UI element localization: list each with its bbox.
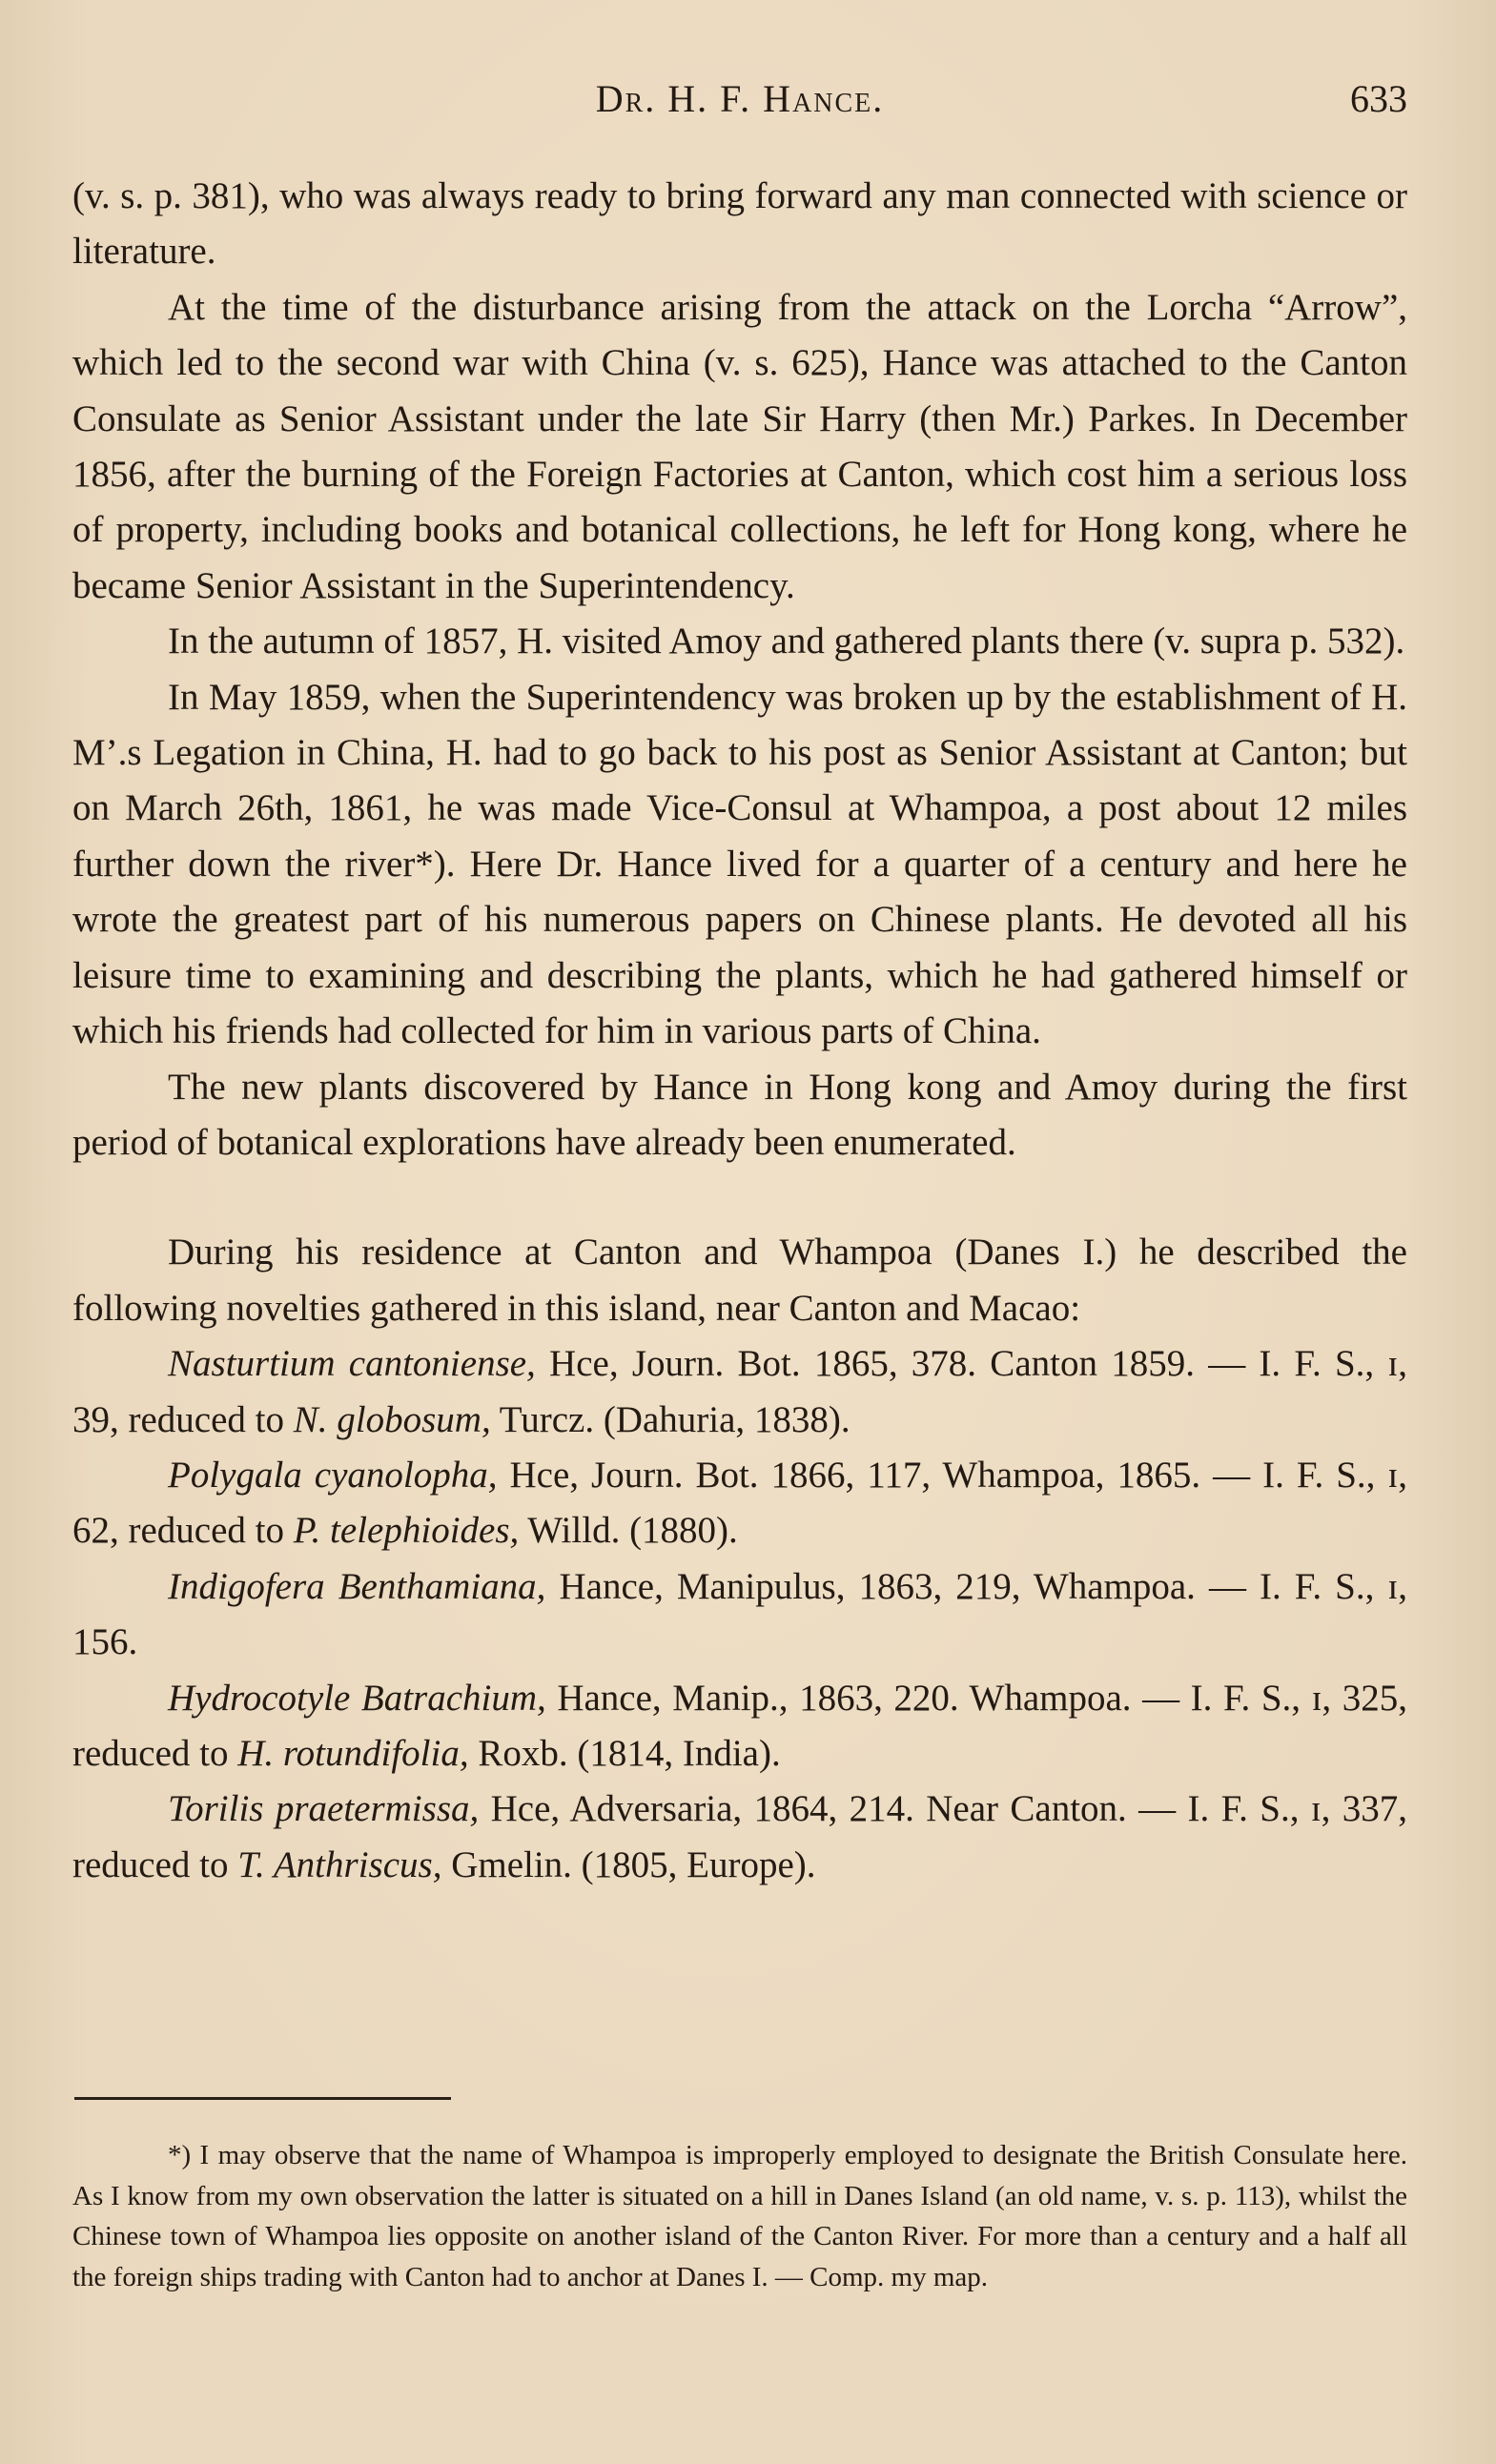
species-name: Torilis praetermissa,	[168, 1788, 480, 1830]
species-name: Hydrocotyle Batrachium,	[168, 1677, 546, 1719]
species-authority: Gmelin. (1805, Europe).	[441, 1843, 816, 1885]
species-citation: Hance, Manipulus, 1863, 219, Whampoa. — I. F. S., ɪ, 156.	[72, 1565, 1407, 1663]
paragraph-new-plants: The new plants discovered by Hance in Hong kong and Amoy during the first period of botanical explorations have already been enumerated.	[72, 1066, 1407, 1163]
species-name: Indigofera Benthamiana,	[168, 1565, 546, 1607]
species-authority: Turcz. (Dahuria, 1838).	[490, 1398, 850, 1440]
species-entry	[72, 1336, 1407, 1448]
species-name: Polygala cyanolopha,	[168, 1454, 498, 1496]
species-entry	[72, 1448, 1407, 1559]
species-citation: Hance, Manip., 1863, 220. Whampoa. — I. F. S., ɪ, 325, reduced to	[72, 1677, 1407, 1774]
main-text	[72, 169, 1407, 1893]
species-entry	[72, 1671, 1407, 1782]
page-header	[72, 76, 1407, 133]
footnote-rule	[74, 2097, 451, 2100]
paragraph-whampoa-vice-consul: In May 1859, when the Superintendency was broken up by the establishment of H. M’.s Legation in China, H. had to go back to his post as Senior Assistant at Canton; but on March 26th, 1861, he was made Vice-Consul at Whampoa, a post about 12 miles further down the river*). Here Dr. Hance lived for a quarter of a century and here he wrote the greatest part of his numerous papers on Chinese plants. He devoted all his leisure time to examining and describing the plants, which he had gathered himself or which his friends had collected for him in various parts of China.	[72, 676, 1407, 1052]
species-name: Nasturtium cantoniense,	[168, 1343, 536, 1385]
reduced-species-name: N. globosum,	[293, 1398, 491, 1440]
paragraph-residence-novelties: During his residence at Canton and Whampoa (Danes I.) he described the following novelties gathered in this island, near Canton and Macao:	[72, 1232, 1407, 1329]
paragraph-amoy-visit: In the autumn of 1857, H. visited Amoy and gathered plants there (v. supra p. 532).	[168, 621, 1405, 662]
paragraph-arrow-war: At the time of the disturbance arising from the attack on the Lorcha “Arrow”, which led to the second war with China (v. s. 625), Hance was attached to the Canton Consulate as Senior Assistant under the late Sir Harry (then Mr.) Parkes. In December 1856, after the burning of the Foreign Factories at Canton, which cost him a serious loss of property, including books and botanical collections, he left for Hong kong, where he became Senior Assistant in the Superintendency.	[72, 286, 1407, 606]
reduced-species-name: P. telephioides,	[293, 1510, 520, 1552]
reduced-species-name: H. rotundifolia,	[237, 1732, 469, 1774]
species-citation: Hce, Journ. Bot. 1865, 378. Canton 1859. — I. F. S., ɪ, 39, reduced to	[72, 1343, 1407, 1440]
footnote-text: *) I may observe that the name of Whampoa is improperly employed to designate the British Consulate here. As I know from my own observation the latter is situated on a hill in Danes Island (an old name, v. s. p. 113), whilst the Chinese town of Whampoa lies opposite on another island of the Canton River. For more than a century and a half all the foreign ships trading with Canton had to anchor at Danes I. — Comp. my map.	[72, 2140, 1407, 2292]
species-citation: Hce, Journ. Bot. 1866, 117, Whampoa, 1865. — I. F. S., ɪ, 62, reduced to	[72, 1454, 1407, 1552]
species-authority: Roxb. (1814, India).	[468, 1732, 781, 1774]
page-number: 633	[1350, 77, 1407, 120]
species-entry	[72, 1559, 1407, 1671]
species-citation: Hce, Adversaria, 1864, 214. Near Canton. — I. F. S., ɪ, 337, reduced to	[72, 1788, 1407, 1885]
paragraph-continuation: (v. s. p. 381), who was always ready to bring forward any man connected with science or literature.	[72, 175, 1407, 273]
running-head: Dr. H. F. Hance.	[595, 77, 885, 120]
species-entry	[72, 1782, 1407, 1893]
species-authority: Willd. (1880).	[519, 1510, 738, 1552]
reduced-species-name: T. Anthriscus,	[237, 1843, 442, 1885]
footnote	[72, 2135, 1407, 2297]
